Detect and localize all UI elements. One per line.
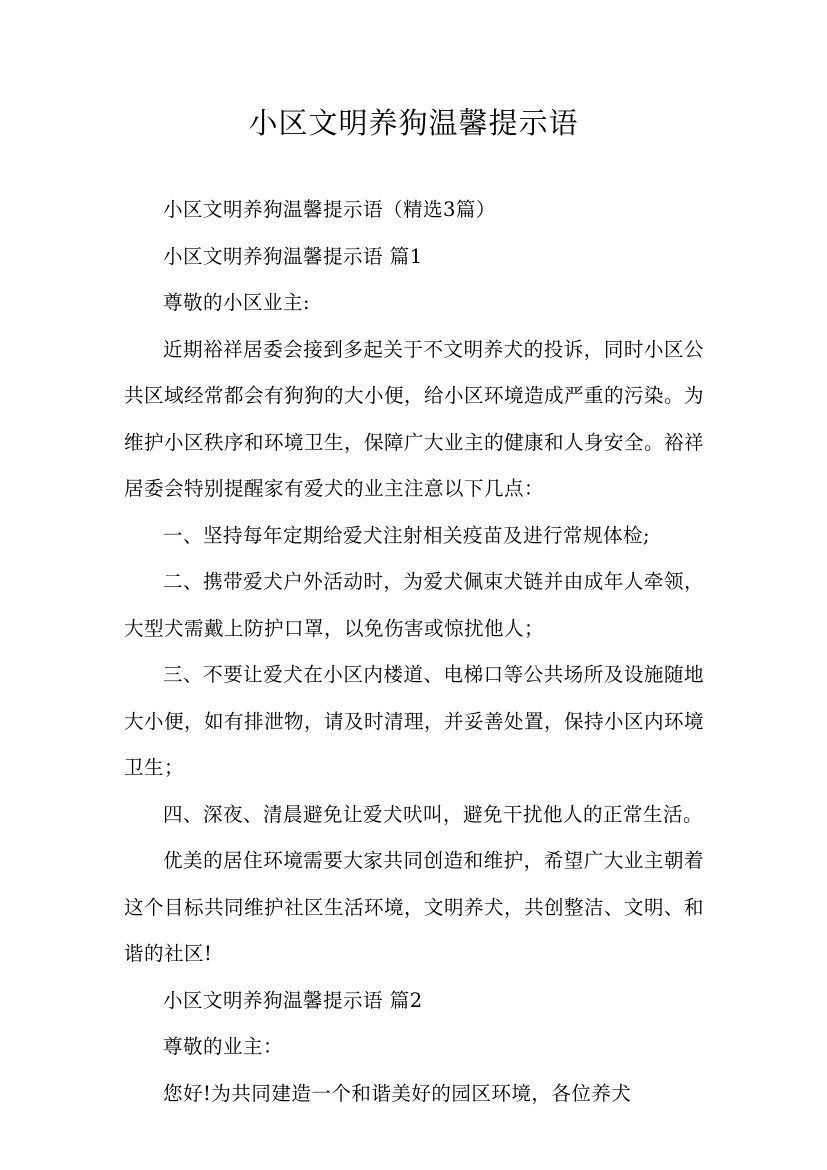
salutation-1: 尊敬的小区业主: — [163, 291, 311, 314]
section-heading-2: 小区文明养狗温馨提示语 篇2 — [163, 988, 423, 1012]
paragraph-notice: 近期裕祥居委会接到多起关于不文明养犬的投诉，同时小区公共区域经常都会有狗狗的大小便，给小区环境造成严重的污染。为维护小区秩序和环境卫生，保障广大业主的健康和人身安全。裕祥居委会特别提醒家有爱犬的业主注意以下几点： — [124, 337, 705, 500]
intro-line: 小区文明养狗温馨提示语（精选3篇） — [163, 198, 496, 221]
list-item-2: 二、携带爱犬户外活动时，为爱犬佩束犬链并由成年人牵领，大型犬需戴上防护口罩，以免伤害或惊扰他人； — [124, 570, 704, 640]
list-item-4: 四、深夜、清晨避免让爱犬吠叫，避免干扰他人的正常生活。 — [163, 802, 704, 826]
salutation-2: 尊敬的业主： — [163, 1035, 284, 1058]
list-item-3: 三、不要让爱犬在小区内楼道、电梯口等公共场所及设施随地大小便，如有排泄物，请及时清理，并妥善处置，保持小区内环境卫生； — [124, 663, 705, 779]
section-heading-1: 小区文明养狗温馨提示语 篇1 — [163, 244, 423, 268]
list-item-1: 一、坚持每年定期给爱犬注射相关疫苗及进行常规体检; — [163, 523, 651, 547]
document-title: 小区文明养狗温馨提示语 — [248, 106, 579, 140]
document-body — [124, 187, 704, 1117]
paragraph-greeting: 您好!为共同建造一个和谐美好的园区环境，各位养犬 — [163, 1081, 632, 1105]
paragraph-closing: 优美的居住环境需要大家共同创造和维护，希望广大业主朝着这个目标共同维护社区生活环境，文明养犬，共创整洁、文明、和谐的社区! — [124, 849, 705, 965]
